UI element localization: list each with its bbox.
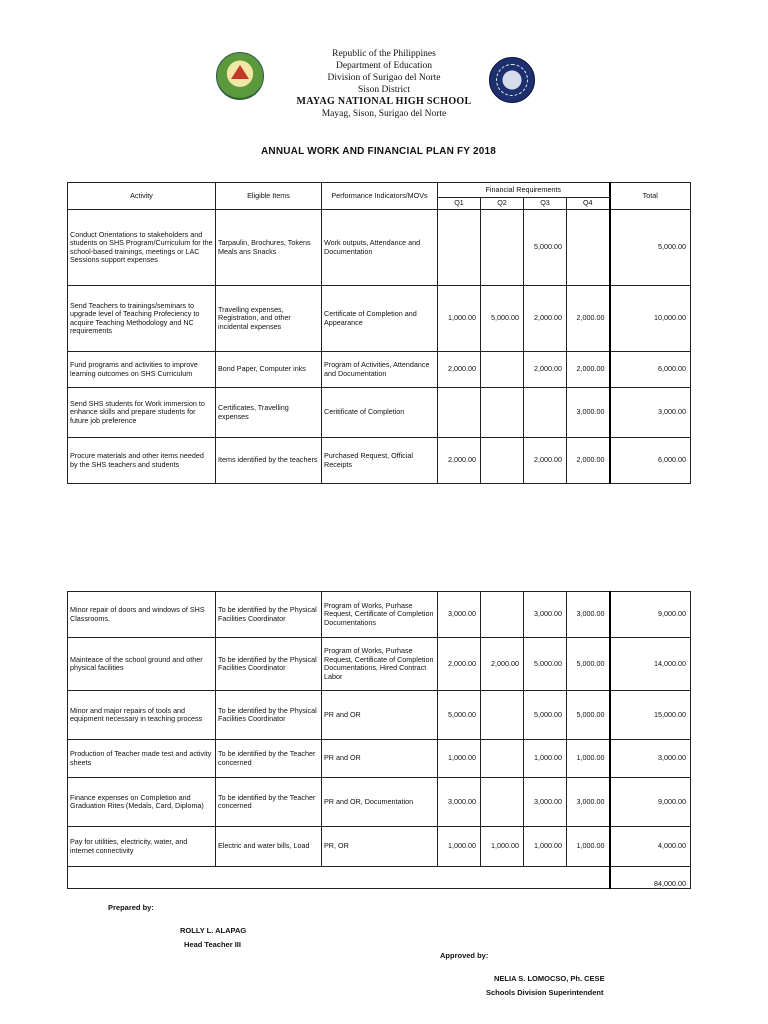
header-division: Division of Surigao del Norte (327, 73, 441, 83)
header-department: Department of Education (335, 61, 433, 71)
indicators-cell: Purchased Request, Official Receipts (322, 438, 438, 484)
header-republic: Republic of the Philippines (332, 49, 436, 59)
table-row (68, 438, 691, 484)
q3-cell: 1,000.00 (524, 827, 567, 867)
q1-cell: 3,000.00 (438, 778, 481, 827)
total-cell: 6,000.00 (610, 438, 691, 484)
q4-cell: 3,000.00 (567, 778, 610, 827)
indicators-cell: PR and OR, Documentation (322, 778, 438, 827)
indicators-cell: PR and OR (322, 691, 438, 740)
eligible-items-cell: To be identified by the Physical Facilities Coordinator (216, 638, 322, 691)
q1-cell: 1,000.00 (438, 740, 481, 778)
indicators-cell: PR and OR (322, 740, 438, 778)
q1-cell: 2,000.00 (438, 352, 481, 388)
q3-cell: 3,000.00 (524, 592, 567, 638)
q2-cell: 5,000.00 (481, 286, 524, 352)
col-header-q2: Q2 (481, 198, 524, 210)
indicators-cell: Work outputs, Attendance and Documentation (322, 210, 438, 286)
q2-cell: 2,000.00 (481, 638, 524, 691)
q1-cell: 2,000.00 (438, 638, 481, 691)
grand-total-value: 84,000.00 (610, 867, 691, 889)
table-row (68, 286, 691, 352)
table-row (68, 210, 691, 286)
q2-cell (481, 438, 524, 484)
table-row (68, 740, 691, 778)
q4-cell: 5,000.00 (567, 691, 610, 740)
activity-cell: Fund programs and activities to improve learning outcomes on SHS Curriculum (68, 352, 216, 388)
document-title: ANNUAL WORK AND FINANCIAL PLAN FY 2018 (260, 146, 497, 157)
q1-cell (438, 210, 481, 286)
q4-cell: 2,000.00 (567, 438, 610, 484)
table-row (68, 778, 691, 827)
grand-total-spacer (68, 867, 610, 889)
q4-cell: 3,000.00 (567, 388, 610, 438)
table-row (68, 352, 691, 388)
q3-cell: 5,000.00 (524, 638, 567, 691)
eligible-items-cell: To be identified by the Teacher concerned (216, 778, 322, 827)
indicators-cell: PR, OR (322, 827, 438, 867)
total-cell: 14,000.00 (610, 638, 691, 691)
activity-cell: Mainteace of the school ground and other physical facilities (68, 638, 216, 691)
q1-cell: 5,000.00 (438, 691, 481, 740)
col-header-q4: Q4 (567, 198, 610, 210)
table-row (68, 827, 691, 867)
col-header-q3: Q3 (524, 198, 567, 210)
q4-cell (567, 210, 610, 286)
total-cell: 3,000.00 (610, 740, 691, 778)
approver-title: Schools Division Superintendent (486, 988, 604, 997)
q2-cell: 1,000.00 (481, 827, 524, 867)
table-row (68, 592, 691, 638)
q3-cell: 2,000.00 (524, 286, 567, 352)
preparer-title: Head Teacher III (184, 940, 241, 949)
letterhead (0, 48, 768, 120)
q2-cell (481, 388, 524, 438)
eligible-items-cell: Electric and water bills, Load (216, 827, 322, 867)
total-cell: 4,000.00 (610, 827, 691, 867)
q4-cell: 1,000.00 (567, 740, 610, 778)
eligible-items-cell: To be identified by the Physical Facilities Coordinator (216, 691, 322, 740)
header-address: Mayag, Sison, Surigao del Norte (321, 109, 447, 119)
activity-cell: Conduct Orientations to stakeholders and students on SHS Program/Curriculum for the school-based trainings, meetings or LAC Sessions support expenses (68, 210, 216, 286)
q3-cell: 3,000.00 (524, 778, 567, 827)
table-row (68, 691, 691, 740)
col-header-activity: Activity (68, 183, 216, 210)
eligible-items-cell: To be identified by the Teacher concerned (216, 740, 322, 778)
eligible-items-cell: Bond Paper, Computer inks (216, 352, 322, 388)
total-cell: 15,000.00 (610, 691, 691, 740)
q2-cell (481, 592, 524, 638)
eligible-items-cell: Tarpaulin, Brochures, Tokens Meals ans Snacks (216, 210, 322, 286)
q3-cell: 5,000.00 (524, 691, 567, 740)
activity-cell: Send Teachers to trainings/seminars to upgrade level of Teaching Profeciency to acquire Teaching Methodology and NC requirements (68, 286, 216, 352)
q1-cell: 3,000.00 (438, 592, 481, 638)
q3-cell: 2,000.00 (524, 352, 567, 388)
activity-cell: Send SHS students for Work immersion to enhance skills and prepare students for future job preference (68, 388, 216, 438)
total-cell: 3,000.00 (610, 388, 691, 438)
activity-cell: Finance expenses on Completion and Graduation Rites (Medals, Card, Diploma) (68, 778, 216, 827)
q1-cell: 1,000.00 (438, 827, 481, 867)
q4-cell: 2,000.00 (567, 352, 610, 388)
activity-cell: Minor repair of doors and windows of SHS Classrooms. (68, 592, 216, 638)
q4-cell: 3,000.00 (567, 592, 610, 638)
col-header-eligible-items: Eligible Items (216, 183, 322, 210)
total-cell: 10,000.00 (610, 286, 691, 352)
total-cell: 5,000.00 (610, 210, 691, 286)
q3-cell: 1,000.00 (524, 740, 567, 778)
eligible-items-cell: Items identified by the teachers (216, 438, 322, 484)
indicators-cell: Program of Activities, Attendance and Documentation (322, 352, 438, 388)
activity-cell: Procure materials and other items needed by the SHS teachers and students (68, 438, 216, 484)
approver-name: NELIA S. LOMOCSO, Ph. CESE (494, 974, 605, 983)
header-district: Sison District (358, 85, 410, 95)
q4-cell: 2,000.00 (567, 286, 610, 352)
q1-cell: 2,000.00 (438, 438, 481, 484)
q1-cell (438, 388, 481, 438)
eligible-items-cell: Certificates, Travelling expenses (216, 388, 322, 438)
q3-cell (524, 388, 567, 438)
activity-cell: Minor and major repairs of tools and equipment necessary in teaching process (68, 691, 216, 740)
prepared-by-label: Prepared by: (108, 903, 154, 912)
q1-cell: 1,000.00 (438, 286, 481, 352)
table-row (68, 388, 691, 438)
activity-cell: Production of Teacher made test and activity sheets (68, 740, 216, 778)
header-school-name: MAYAG NATIONAL HIGH SCHOOL (296, 96, 472, 107)
q2-cell (481, 740, 524, 778)
col-header-total: Total (610, 183, 691, 210)
col-header-indicators: Performance Indicators/MOVs (322, 183, 438, 210)
indicators-cell: Program of Works, Purhase Request, Certificate of Completion Documentations, Hired Contract Labor (322, 638, 438, 691)
total-cell: 9,000.00 (610, 592, 691, 638)
q3-cell: 5,000.00 (524, 210, 567, 286)
col-header-financial: Financial Requirements (438, 183, 610, 198)
col-header-q1: Q1 (438, 198, 481, 210)
eligible-items-cell: To be identified by the Physical Facilities Coordinator (216, 592, 322, 638)
q4-cell: 1,000.00 (567, 827, 610, 867)
q2-cell (481, 352, 524, 388)
q4-cell: 5,000.00 (567, 638, 610, 691)
total-cell: 9,000.00 (610, 778, 691, 827)
q3-cell: 2,000.00 (524, 438, 567, 484)
indicators-cell: Program of Works, Purhase Request, Certificate of Completion Documentations (322, 592, 438, 638)
activity-cell: Pay for utilities, electricity, water, and internet connectivity (68, 827, 216, 867)
total-cell: 6,000.00 (610, 352, 691, 388)
preparer-name: ROLLY L. ALAPAG (180, 926, 247, 935)
plan-table-part-2 (67, 591, 691, 889)
q2-cell (481, 778, 524, 827)
plan-table-part-1 (67, 182, 691, 484)
indicators-cell: Certificate of Completion and Appearance (322, 286, 438, 352)
table-row (68, 638, 691, 691)
q2-cell (481, 691, 524, 740)
eligible-items-cell: Travelling expenses, Registration, and other incidental expenses (216, 286, 322, 352)
approved-by-label: Approved by: (440, 951, 489, 960)
q2-cell (481, 210, 524, 286)
indicators-cell: Ceritificate of Completion (322, 388, 438, 438)
